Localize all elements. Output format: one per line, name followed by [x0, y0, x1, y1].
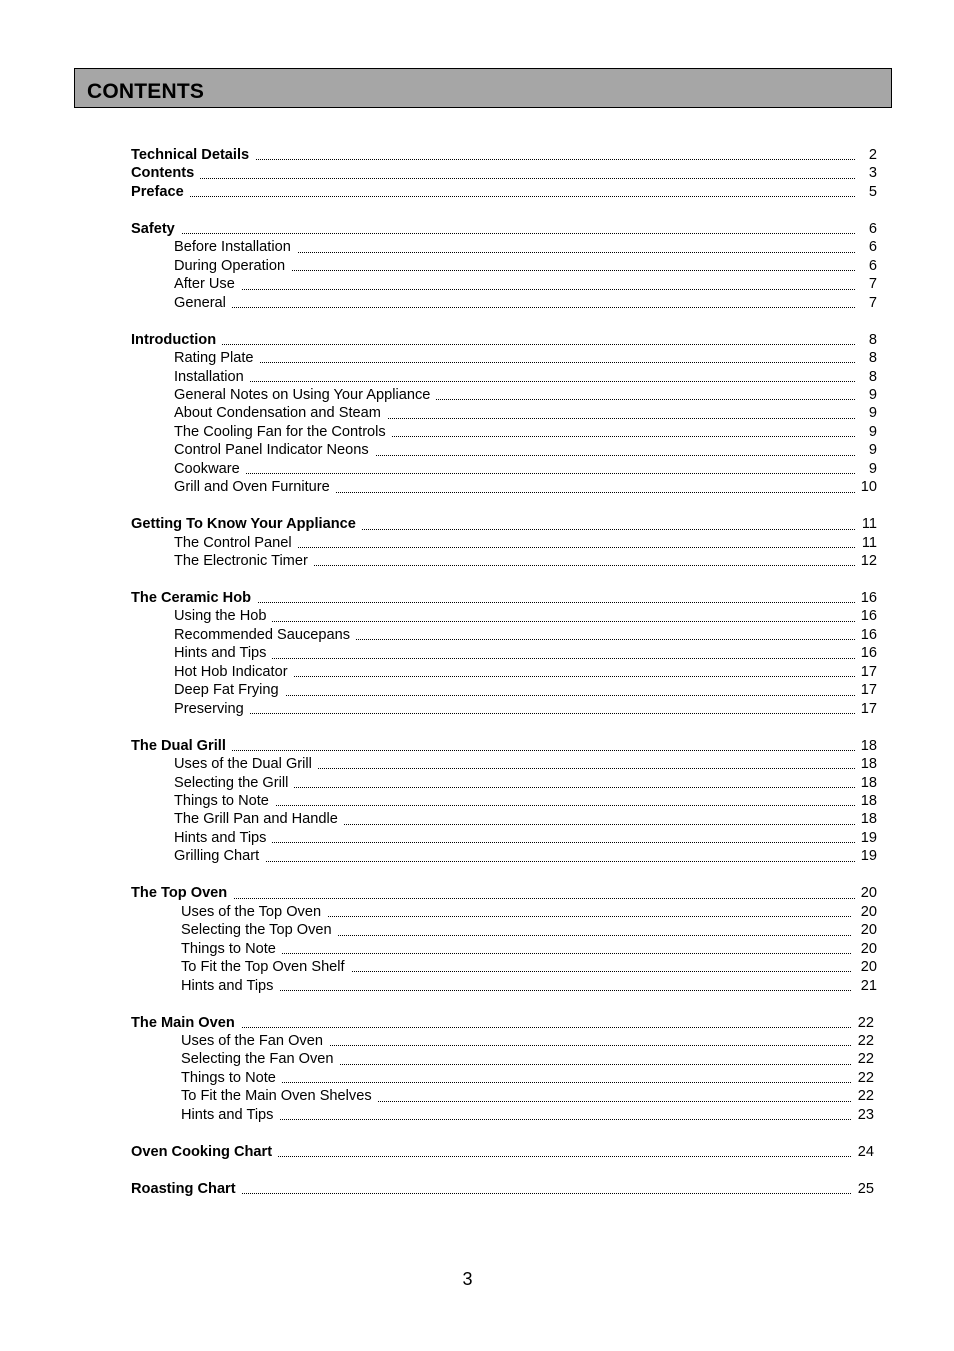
toc-subsection-entry: [174, 404, 855, 422]
toc-entry-label: Introduction: [131, 331, 222, 349]
toc-entry-page: 18: [860, 811, 877, 828]
toc-entry-page: 22: [857, 1051, 874, 1068]
dot-leader: [131, 331, 855, 349]
toc-entry-page: 8: [868, 350, 877, 367]
toc-section-entry: [131, 1014, 851, 1032]
toc-entry-label: Control Panel Indicator Neons: [174, 441, 375, 459]
toc-entry-page: 2: [868, 147, 877, 163]
toc-subsection-entry: [174, 810, 855, 828]
toc-section-entry: [131, 737, 855, 755]
toc-subsection-entry: [174, 847, 855, 865]
toc-subsection-entry: [174, 663, 855, 681]
toc-subsection-entry: [174, 626, 855, 644]
toc-section-entry: [131, 1180, 851, 1198]
toc-subsection-entry: [174, 755, 855, 773]
dot-leader: [131, 183, 855, 201]
toc-entry-label: The Control Panel: [174, 534, 298, 552]
toc-entry-label: Technical Details: [131, 146, 255, 164]
toc-entry-label: The Top Oven: [131, 884, 233, 902]
toc-entry-label: Using the Hob: [174, 607, 272, 625]
toc-entry-page: 5: [868, 183, 877, 200]
toc-subsection-entry: [174, 774, 855, 792]
toc-entry-label: The Grill Pan and Handle: [174, 810, 344, 828]
dot-leader: [174, 700, 855, 718]
toc-section-entry: [131, 884, 855, 902]
toc-entry-page: 23: [857, 1106, 874, 1123]
toc-section-entry: [131, 589, 855, 607]
toc-entry-label: To Fit the Main Oven Shelves: [181, 1087, 378, 1105]
toc-entry-label: The Main Oven: [131, 1014, 241, 1032]
toc-subsection-entry: [181, 958, 851, 976]
toc-subsection-entry: [174, 349, 855, 367]
toc-section-entry: [131, 146, 855, 164]
toc-entry-label: Contents: [131, 164, 200, 182]
toc-entry-page: 22: [857, 1088, 874, 1105]
dot-leader: [174, 607, 855, 625]
page-number: 3: [462, 1269, 473, 1289]
toc-entry-label: Oven Cooking Chart: [131, 1143, 278, 1161]
toc-entry-page: 9: [868, 442, 877, 459]
toc-subsection-entry: [181, 921, 851, 939]
dot-leader: [174, 792, 855, 810]
toc-entry-label: Hints and Tips: [181, 1106, 279, 1124]
dot-leader: [131, 884, 855, 902]
toc-entry-label: Installation: [174, 368, 250, 386]
toc-entry-label: Selecting the Top Oven: [181, 921, 338, 939]
toc-entry-label: Getting To Know Your Appliance: [131, 515, 362, 533]
dot-leader: [174, 349, 855, 367]
toc-entry-label: Things to Note: [181, 940, 282, 958]
dot-leader: [181, 1106, 851, 1124]
toc-entry-label: Deep Fat Frying: [174, 681, 285, 699]
toc-entry-label: Safety: [131, 220, 181, 238]
toc-subsection-entry: [174, 534, 855, 552]
toc-entry-page: 19: [860, 848, 877, 865]
toc-subsection-entry: [174, 607, 855, 625]
toc-entry-label: The Cooling Fan for the Controls: [174, 423, 392, 441]
toc-subsection-entry: [181, 1050, 851, 1068]
toc-entry-page: 9: [868, 405, 877, 422]
toc-entry-page: 9: [868, 460, 877, 477]
toc-entry-page: 18: [860, 793, 877, 809]
toc-subsection-entry: [174, 257, 855, 275]
toc-entry-label: Uses of the Fan Oven: [181, 1032, 329, 1050]
toc-subsection-entry: [181, 1087, 851, 1105]
toc-entry-page: 17: [860, 700, 877, 717]
toc-subsection-entry: [181, 1106, 851, 1124]
toc-subsection-entry: [174, 423, 855, 441]
dot-leader: [174, 847, 855, 865]
toc-entry-label: Hints and Tips: [174, 644, 272, 662]
toc-entry-label: Grill and Oven Furniture: [174, 478, 336, 496]
toc-entry-page: 6: [868, 257, 877, 274]
toc-entry-label: Preserving: [174, 700, 250, 718]
toc-entry-label: To Fit the Top Oven Shelf: [181, 958, 351, 976]
toc-subsection-entry: [174, 829, 855, 847]
toc-subsection-entry: [174, 238, 855, 256]
toc-subsection-entry: [174, 441, 855, 459]
toc-subsection-entry: [174, 386, 855, 404]
toc-subsection-entry: [174, 294, 855, 312]
toc-entry-page: 6: [868, 239, 877, 256]
toc-entry-page: 12: [860, 553, 877, 570]
toc-entry-label: Rating Plate: [174, 349, 260, 367]
toc-subsection-entry: [174, 792, 855, 810]
toc-entry-page: 18: [860, 774, 877, 791]
dot-leader: [174, 294, 855, 312]
toc-entry-label: Things to Note: [174, 792, 275, 810]
toc-section-entry: [131, 164, 855, 182]
toc-entry-page: 25: [857, 1180, 874, 1197]
contents-header-bar: [74, 68, 892, 108]
toc-entry-label: General Notes on Using Your Appliance: [174, 386, 436, 404]
toc-entry-page: 11: [861, 534, 877, 551]
toc-entry-page: 19: [860, 829, 877, 846]
toc-entry-label: The Dual Grill: [131, 737, 232, 755]
toc-entry-label: Hot Hob Indicator: [174, 663, 294, 681]
toc-subsection-entry: [174, 275, 855, 293]
toc-section-entry: [131, 1143, 851, 1161]
toc-subsection-entry: [181, 940, 851, 958]
toc-entry-page: 9: [868, 386, 877, 403]
toc-subsection-entry: [181, 977, 851, 995]
toc-subsection-entry: [174, 460, 855, 478]
toc-entry-page: 16: [860, 645, 877, 662]
toc-entry-label: Cookware: [174, 460, 246, 478]
toc-entry-label: Uses of the Top Oven: [181, 903, 327, 921]
toc-section-entry: [131, 515, 855, 533]
toc-entry-page: 16: [860, 608, 877, 625]
toc-section-entry: [131, 220, 855, 238]
toc-entry-page: 20: [860, 903, 877, 920]
toc-subsection-entry: [181, 1069, 851, 1087]
toc-entry-label: Before Installation: [174, 238, 297, 256]
toc-entry-page: 10: [860, 479, 877, 496]
toc-entry-label: Selecting the Grill: [174, 774, 294, 792]
toc-entry-page: 6: [868, 220, 877, 237]
toc-entry-page: 24: [857, 1143, 874, 1160]
toc-section-entry: [131, 183, 855, 201]
toc-entry-page: 16: [860, 626, 877, 643]
toc-entry-label: Uses of the Dual Grill: [174, 755, 318, 773]
toc-entry-page: 11: [861, 516, 877, 533]
dot-leader: [174, 829, 855, 847]
toc-entry-page: 20: [860, 940, 877, 957]
toc-entry-page: 8: [868, 368, 877, 385]
toc-subsection-entry: [174, 368, 855, 386]
toc-subsection-entry: [181, 1032, 851, 1050]
toc-entry-page: 9: [868, 423, 877, 440]
toc-subsection-entry: [174, 644, 855, 662]
toc-entry-page: 17: [860, 663, 877, 680]
toc-entry-label: The Electronic Timer: [174, 552, 314, 570]
toc-entry-page: 7: [868, 276, 877, 293]
toc-entry-label: During Operation: [174, 257, 291, 275]
toc-entry-label: Roasting Chart: [131, 1180, 242, 1198]
toc-entry-page: 20: [860, 922, 877, 939]
toc-entry-label: General: [174, 294, 232, 312]
dot-leader: [174, 460, 855, 478]
toc-entry-page: 22: [857, 1014, 874, 1031]
toc-entry-label: Recommended Saucepans: [174, 626, 356, 644]
toc-entry-page: 16: [860, 590, 877, 606]
toc-entry-label: Things to Note: [181, 1069, 282, 1087]
toc-entry-page: 22: [857, 1069, 874, 1086]
toc-section-entry: [131, 331, 855, 349]
toc-subsection-entry: [181, 903, 851, 921]
dot-leader: [131, 220, 855, 238]
toc-subsection-entry: [174, 478, 855, 496]
toc-entry-page: 21: [860, 977, 877, 994]
toc-entry-page: 20: [860, 959, 877, 976]
toc-entry-page: 22: [857, 1032, 874, 1049]
toc-subsection-entry: [174, 700, 855, 718]
toc-entry-label: Selecting the Fan Oven: [181, 1050, 340, 1068]
dot-leader: [174, 368, 855, 386]
toc-entry-page: 17: [860, 682, 877, 699]
toc-entry-label: About Condensation and Steam: [174, 404, 387, 422]
toc-entry-label: Preface: [131, 183, 190, 201]
dot-leader: [131, 164, 855, 182]
toc-entry-label: Hints and Tips: [181, 977, 279, 995]
toc-subsection-entry: [174, 552, 855, 570]
toc-entry-label: The Ceramic Hob: [131, 589, 257, 607]
toc-entry-page: 7: [868, 294, 877, 311]
toc-entry-label: Grilling Chart: [174, 847, 265, 865]
dot-leader: [181, 977, 851, 995]
toc-entry-page: 18: [860, 737, 877, 754]
toc-entry-page: 3: [868, 165, 877, 182]
toc-subsection-entry: [174, 681, 855, 699]
toc-entry-page: 20: [860, 885, 877, 902]
dot-leader: [174, 275, 855, 293]
toc-entry-page: 18: [860, 756, 877, 773]
dot-leader: [131, 737, 855, 755]
toc-entry-label: Hints and Tips: [174, 829, 272, 847]
toc-entry-page: 8: [868, 331, 877, 348]
dot-leader: [174, 644, 855, 662]
page-title: CONTENTS: [87, 80, 205, 103]
toc-entry-label: After Use: [174, 275, 241, 293]
